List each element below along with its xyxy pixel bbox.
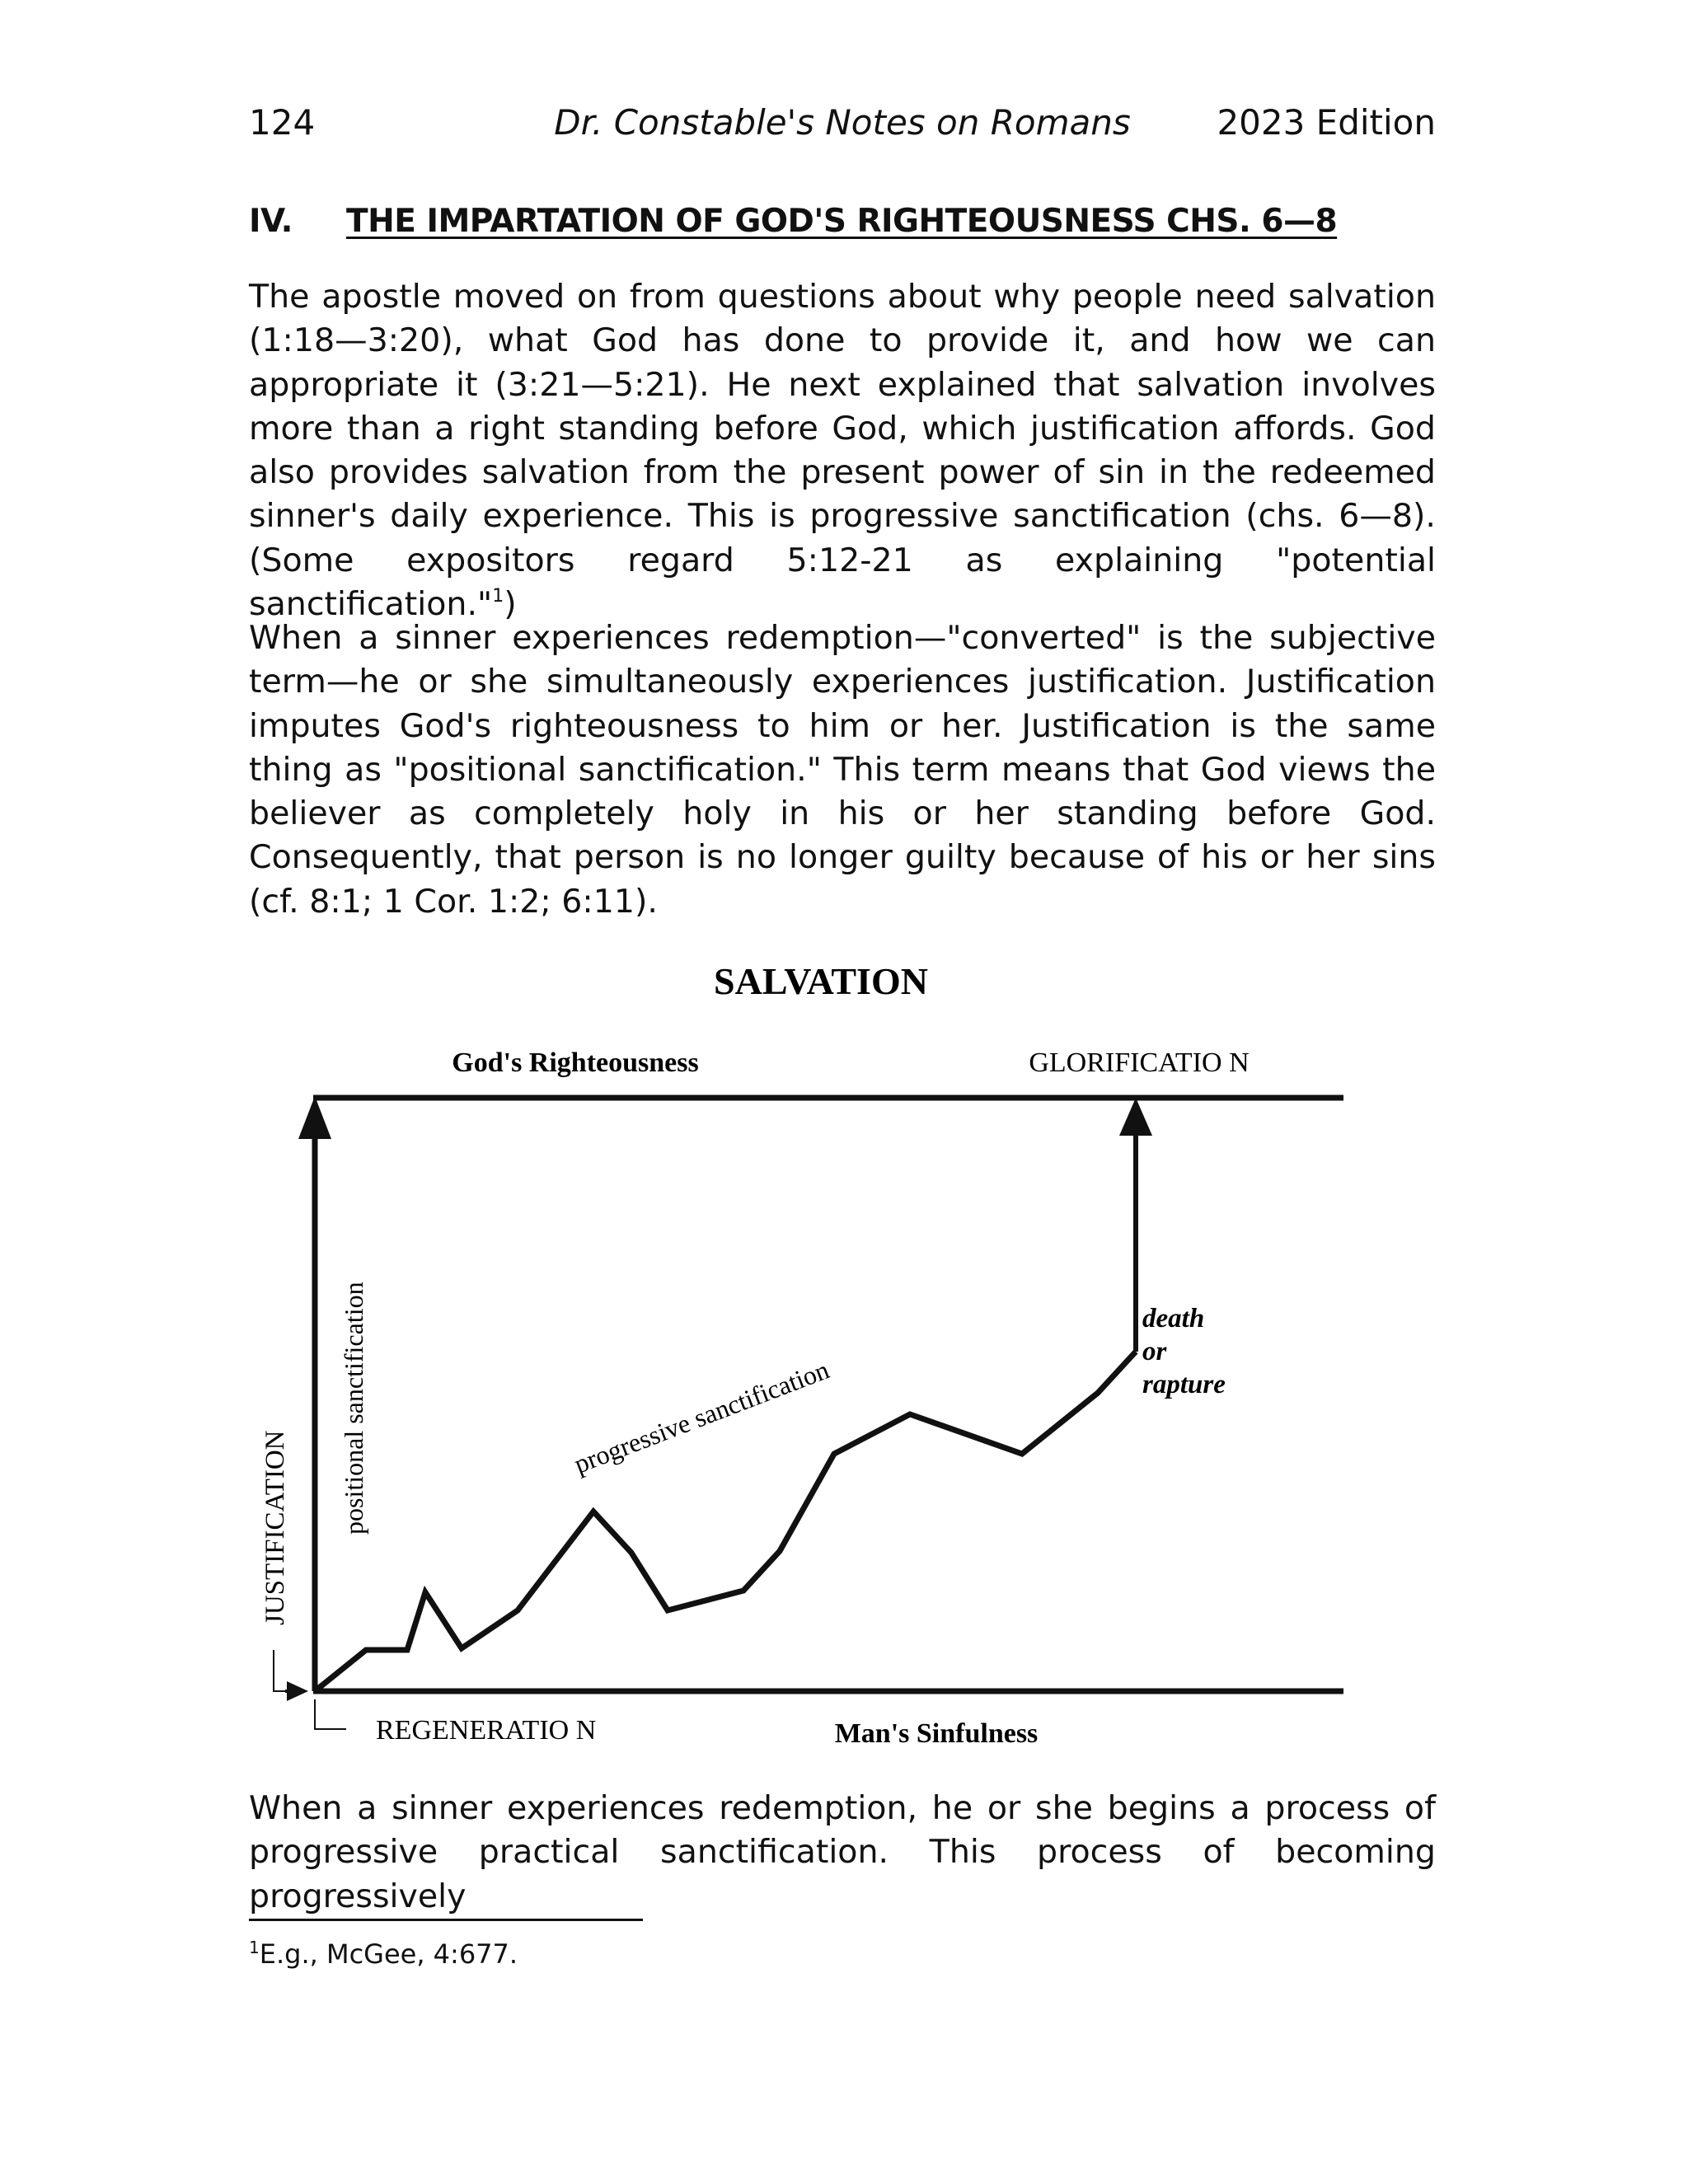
regeneration-arrowhead bbox=[287, 1681, 308, 1701]
footnote-text: E.g., McGee, 4:677. bbox=[259, 1938, 518, 1970]
regeneration-bracket-bottom bbox=[315, 1699, 346, 1729]
death-label: death bbox=[1142, 1304, 1205, 1333]
glorification-arrowhead bbox=[1119, 1098, 1152, 1136]
justification-arrowhead bbox=[298, 1096, 331, 1139]
edition-label: 2023 Edition bbox=[1217, 102, 1436, 143]
rapture-label: rapture bbox=[1142, 1370, 1226, 1399]
paragraph-1-close: ) bbox=[504, 585, 517, 624]
footnote bbox=[249, 1938, 518, 1970]
footnote-rule bbox=[249, 1919, 643, 1921]
diagram-title: SALVATION bbox=[714, 960, 928, 1002]
book-title: Dr. Constable's Notes on Romans bbox=[554, 102, 1131, 143]
positional-sanctification-label: positional sanctification bbox=[339, 1282, 368, 1535]
paragraph-1-text: The apostle moved on from questions about why people need salvation (1:18—3:20), what God has done to provide it, and how we can appropriate it (3:21—5:21). He next explained that salvation involves more than a right standing before God, which justification affords. God also provides salvation from the present power of sin in the redeemed sinner's daily experience. This is progressive sanctification (chs. 6—8). (Some expositors regard 5:12-21 as explaining "potential sanctification." bbox=[249, 278, 1436, 624]
paragraph-2: When a sinner experiences redemption—"converted" is the subjective term—he or she simultaneously experiences justification. Justification imputes God's righteousness to him or her. Justification is the same thing as "positional sanctification." This term means that God views the believer as completely holy in his or her standing before God. Consequently, that person is no longer guilty because of his or her sins (cf. 8:1; 1 Cor. 1:2; 6:11). bbox=[249, 619, 1436, 921]
paragraph-3: When a sinner experiences redemption, he or she begins a process of progressive practical sanctification. This process of becoming progressively bbox=[249, 1789, 1436, 1915]
footnote-number: 1 bbox=[249, 1938, 260, 1957]
progressive-sanctification-label: progressive sanctification bbox=[570, 1354, 833, 1479]
or-label: or bbox=[1142, 1337, 1167, 1366]
section-title: THE IMPARTATION OF GOD'S RIGHTEOUSNESS CHS. 6—8 bbox=[346, 203, 1338, 240]
top-left-label: God's Righteousness bbox=[452, 1047, 699, 1078]
regeneration-bracket-top bbox=[274, 1650, 285, 1691]
section-number: IV. bbox=[249, 203, 293, 240]
justification-label: JUSTIFICATION bbox=[260, 1430, 290, 1625]
top-right-label: GLORIFICATIO N bbox=[1029, 1047, 1250, 1078]
bottom-right-label: Man's Sinfulness bbox=[834, 1718, 1039, 1749]
page-number: 124 bbox=[249, 102, 316, 143]
footnote-ref[interactable]: 1 bbox=[492, 586, 504, 607]
bottom-left-label: REGENERATIO N bbox=[376, 1715, 597, 1746]
